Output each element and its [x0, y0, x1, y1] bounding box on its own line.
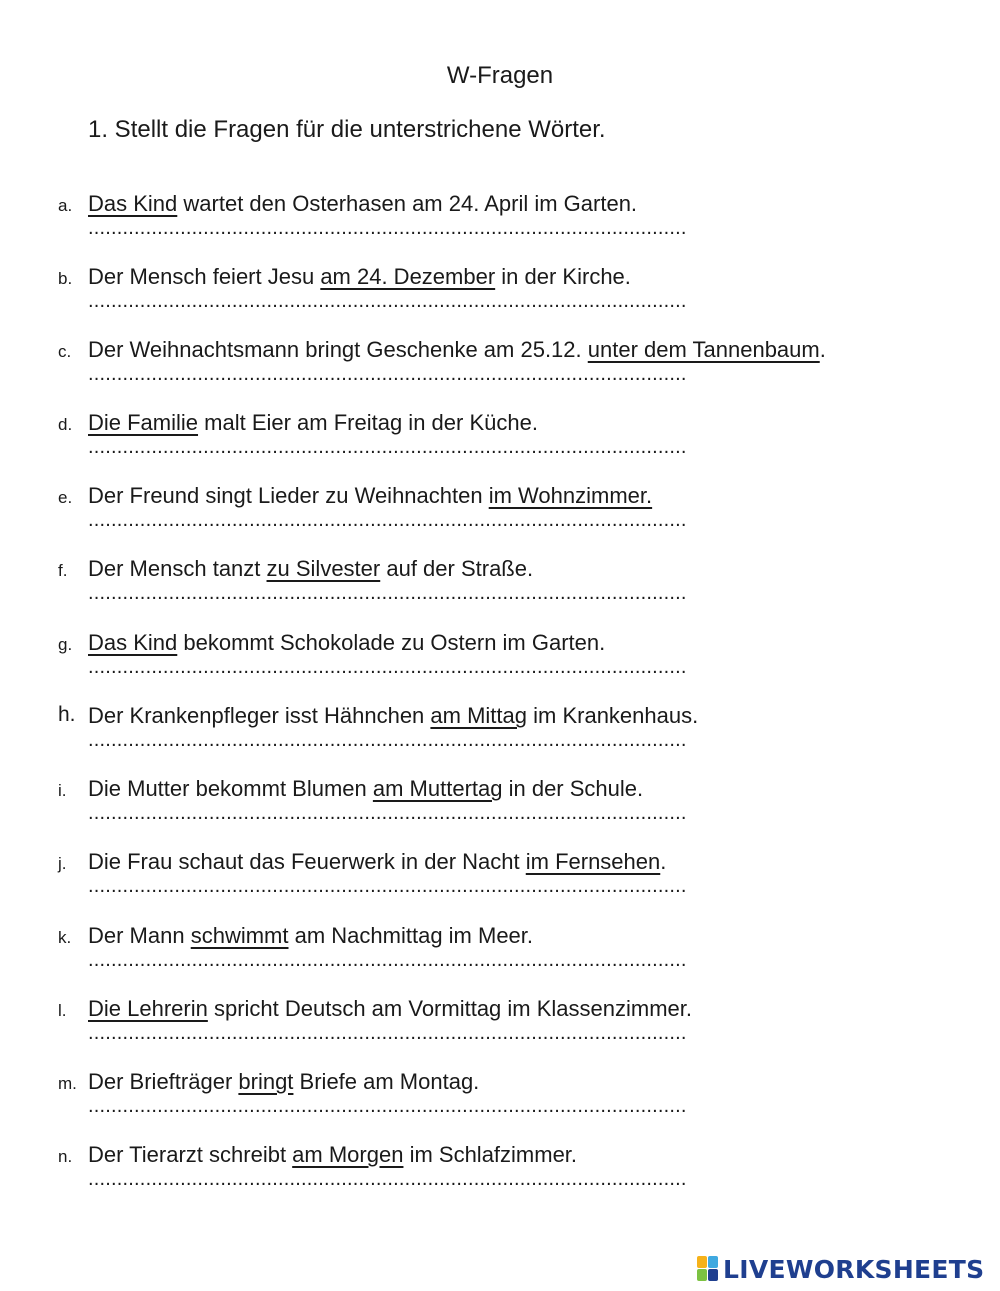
- underlined-phrase: unter dem Tannenbaum: [587, 337, 820, 362]
- sentence-text: am Nachmittag im Meer.: [288, 923, 534, 948]
- exercise-item-b: [0, 262, 1000, 335]
- item-letter: g.: [58, 635, 73, 654]
- sentence-text: .: [819, 337, 826, 362]
- item-letter: l.: [58, 1001, 67, 1020]
- exercise-item-h: [0, 701, 1000, 774]
- underlined-phrase: zu Silvester: [266, 556, 381, 581]
- exercise-item-i: [0, 774, 1000, 847]
- exercise-item-n: [0, 1140, 1000, 1213]
- sentence-text: Der Mensch tanzt: [88, 556, 267, 581]
- sentence-text: Der Weihnachtsmann bringt Geschenke am 25.12.: [88, 337, 588, 362]
- item-letter: i.: [58, 781, 67, 800]
- item-letter: j.: [58, 854, 67, 873]
- sentence-text: Die Mutter bekommt Blumen: [88, 776, 373, 801]
- answer-line[interactable]: ........................................................................................................: [88, 290, 687, 312]
- sentence-text: im Schlafzimmer.: [403, 1142, 578, 1167]
- underlined-phrase: am 24. Dezember: [320, 264, 496, 289]
- sentence-text: in der Kirche.: [495, 264, 631, 289]
- liveworksheets-logo[interactable]: [697, 1254, 984, 1284]
- item-letter: f.: [58, 561, 68, 580]
- sentence-text: Der Briefträger: [88, 1069, 239, 1094]
- answer-line[interactable]: ........................................................................................................: [88, 729, 687, 751]
- sentence-text: Die Frau schaut das Feuerwerk in der Nacht: [88, 849, 526, 874]
- answer-line[interactable]: ........................................................................................................: [88, 802, 687, 824]
- answer-line[interactable]: ........................................................................................................: [88, 656, 687, 678]
- underlined-phrase: Die Familie: [88, 410, 199, 435]
- item-letter: d.: [58, 415, 73, 434]
- item-letter: e.: [58, 488, 73, 507]
- exercise-item-g: [0, 628, 1000, 701]
- sentence-text: spricht Deutsch am Vormittag im Klassenzimmer.: [207, 996, 692, 1021]
- item-letter: m.: [58, 1074, 77, 1093]
- answer-line[interactable]: ........................................................................................................: [88, 509, 687, 531]
- item-letter: n.: [58, 1147, 73, 1166]
- logo-tile: [697, 1256, 707, 1268]
- sentence-text: auf der Straße.: [380, 556, 534, 581]
- liveworksheets-logo-icon: [697, 1256, 719, 1282]
- underlined-phrase: am Morgen: [292, 1142, 404, 1167]
- answer-line[interactable]: ........................................................................................................: [88, 217, 687, 239]
- sentence-text: .: [660, 849, 667, 874]
- underlined-phrase: Das Kind: [88, 630, 178, 655]
- answer-line[interactable]: ........................................................................................................: [88, 949, 687, 971]
- item-letter: c.: [58, 342, 72, 361]
- underlined-phrase: im Fernsehen: [525, 849, 661, 874]
- underlined-phrase: schwimmt: [190, 923, 289, 948]
- underlined-phrase: im Wohnzimmer.: [488, 483, 653, 508]
- underlined-phrase: bringt: [238, 1069, 294, 1094]
- sentence-text: Der Mann: [88, 923, 191, 948]
- exercise-item-k: [0, 921, 1000, 994]
- logo-tile: [697, 1269, 707, 1281]
- sentence-text: im Krankenhaus.: [527, 703, 699, 728]
- sentence-text: Briefe am Montag.: [293, 1069, 480, 1094]
- sentence-text: Der Tierarzt schreibt: [88, 1142, 293, 1167]
- exercise-item-f: [0, 554, 1000, 627]
- sentence-text: in der Schule.: [502, 776, 644, 801]
- answer-line[interactable]: ........................................................................................................: [88, 1095, 687, 1117]
- underlined-phrase: Das Kind: [88, 191, 178, 216]
- exercise-item-m: [0, 1067, 1000, 1140]
- sentence-text: Der Freund singt Lieder zu Weihnachten: [88, 483, 489, 508]
- underlined-phrase: am Mittag: [430, 703, 528, 728]
- exercise-item-d: [0, 408, 1000, 481]
- item-letter: k.: [58, 928, 72, 947]
- item-letter: b.: [58, 269, 73, 288]
- answer-line[interactable]: ........................................................................................................: [88, 436, 687, 458]
- instruction-heading: 1. Stellt die Fragen für die unterstrichene Wörter.: [88, 116, 606, 143]
- page-title: W-Fragen: [446, 62, 554, 89]
- exercise-item-j: [0, 847, 1000, 920]
- item-letter: a.: [58, 196, 73, 215]
- answer-line[interactable]: ........................................................................................................: [88, 582, 687, 604]
- answer-line[interactable]: ........................................................................................................: [88, 1168, 687, 1190]
- answer-line[interactable]: ........................................................................................................: [88, 1022, 687, 1044]
- sentence-text: wartet den Osterhasen am 24. April im Garten.: [177, 191, 638, 216]
- item-letter: h.: [58, 703, 76, 726]
- sentence-text: malt Eier am Freitag in der Küche.: [198, 410, 538, 435]
- underlined-phrase: am Muttertag: [372, 776, 503, 801]
- answer-line[interactable]: ........................................................................................................: [88, 875, 687, 897]
- sentence-text: Der Krankenpfleger isst Hähnchen: [88, 703, 431, 728]
- logo-tile: [708, 1269, 718, 1281]
- exercise-item-l: [0, 994, 1000, 1067]
- exercise-item-c: [0, 335, 1000, 408]
- exercise-item-e: [0, 481, 1000, 554]
- answer-line[interactable]: ........................................................................................................: [88, 363, 687, 385]
- logo-tile: [708, 1256, 718, 1268]
- sentence-text: Der Mensch feiert Jesu: [88, 264, 321, 289]
- logo-text: LIVEWORKSHEETS: [723, 1254, 985, 1284]
- exercise-item-a: [0, 189, 1000, 262]
- underlined-phrase: Die Lehrerin: [88, 996, 208, 1021]
- sentence-text: bekommt Schokolade zu Ostern im Garten.: [177, 630, 606, 655]
